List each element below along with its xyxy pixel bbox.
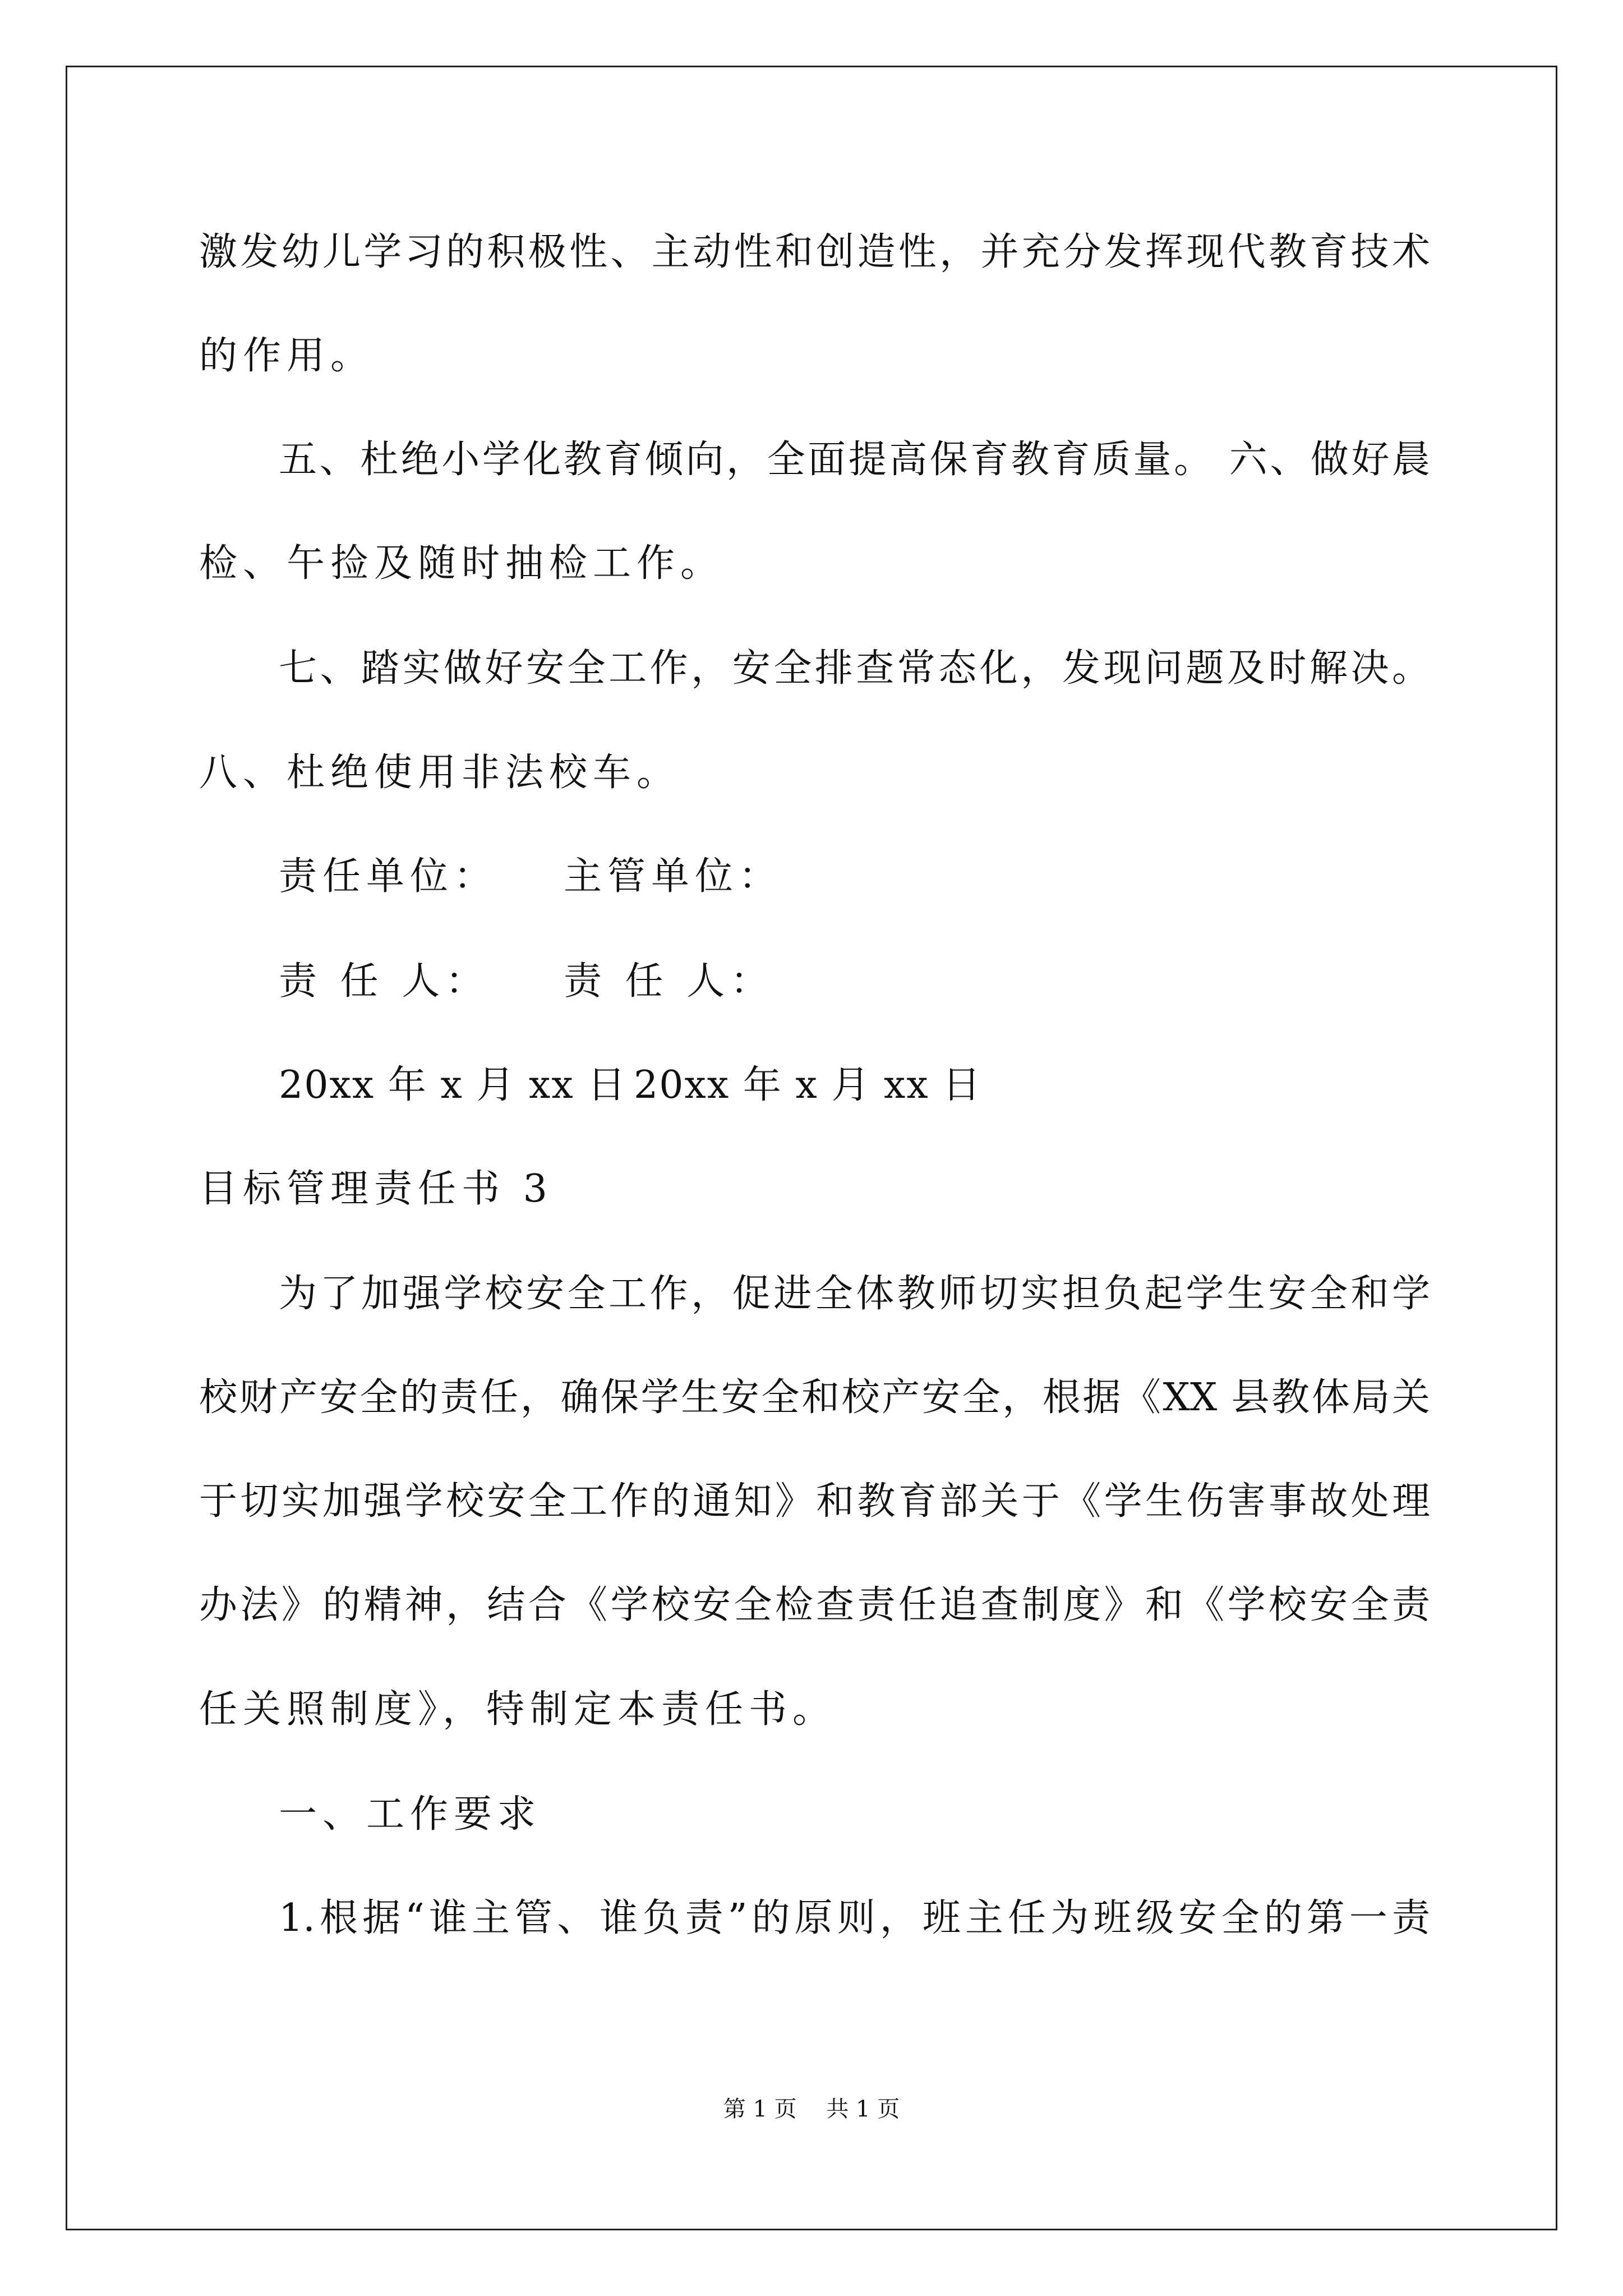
paragraph-line: 七、踏实做好安全工作，安全排查常态化，发现问题及时解决。 (279, 646, 1430, 691)
signature-date-left: 20xx 年 x 月 xx 日 (279, 1063, 627, 1107)
page-number-total: 共 1 页 (826, 2096, 900, 2122)
paragraph-line: 检、午捡及随时抽检工作。 (199, 541, 725, 586)
paragraph-line: 校财产安全的责任，确保学生安全和校产安全，根据《XX 县教体局关 (199, 1375, 1430, 1420)
paragraph-line: 任关照制度》，特制定本责任书。 (199, 1687, 837, 1732)
signature-person-right: 责 任 人： (564, 959, 774, 1004)
paragraph-line: 为了加强学校安全工作，促进全体教师切实担负起学生安全和学 (279, 1272, 1430, 1316)
signature-unit-right: 主管单位： (564, 854, 783, 899)
paragraph-line: 1.根据“谁主管、谁负责”的原则，班主任为班级安全的第一责 (279, 1896, 1430, 1940)
paragraph-line: 激发幼儿学习的积极性、主动性和创造性，并充分发挥现代教育技术 (199, 230, 1430, 274)
signature-unit-left: 责任单位： (279, 854, 498, 899)
section-title: 目标管理责任书 3 (199, 1167, 553, 1211)
signature-person-left: 责 任 人： (279, 959, 490, 1004)
signature-date-right: 20xx 年 x 月 xx 日 (634, 1063, 982, 1107)
page-footer (0, 2095, 1623, 2123)
paragraph-line: 于切实加强学校安全工作的通知》和教育部关于《学生伤害事故处理 (199, 1479, 1430, 1524)
paragraph-line: 的作用。 (199, 334, 375, 378)
paragraph-line: 办法》的精神，结合《学校安全检查责任追查制度》和《学校安全责 (199, 1583, 1430, 1627)
paragraph-line: 五、杜绝小学化教育倾向，全面提高保育教育质量。 六、做好晨 (279, 438, 1430, 482)
heading-work-requirements: 一、工作要求 (279, 1792, 542, 1837)
paragraph-line: 八、杜绝使用非法校车。 (199, 751, 681, 795)
page-number-current: 第 1 页 (723, 2096, 797, 2122)
